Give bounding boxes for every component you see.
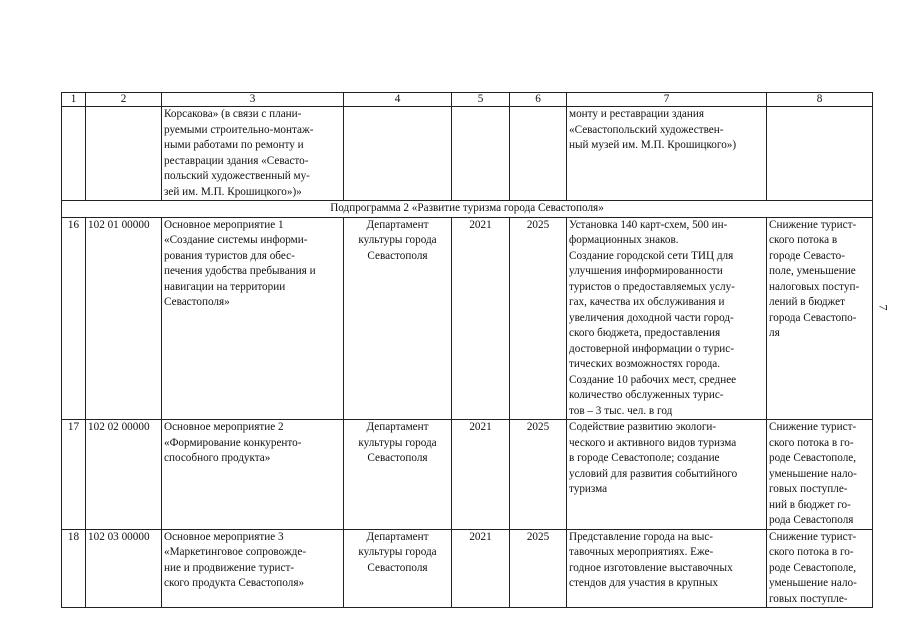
subprogram-title: Подпрограмма 2 «Развитие туризма города Севастополя» [62,201,873,218]
cell-empty [344,107,452,201]
program-table [61,92,873,608]
page-number: 7 [876,304,891,311]
row-start-year: 2021 [452,529,510,608]
row-consequence: Снижение турист- ского потока в го- роде Севастополе, уменьшение нало- говых поступле- ний в бюджет го- рода Севастополя [767,420,873,530]
cell-result: монту и реставрации здания «Севастопольский художествен- ный музей им. М.П. Крошицкого») [567,107,767,201]
cell-empty [62,107,86,201]
cell-empty [510,107,567,201]
continuation-row [62,107,873,201]
row-activity: Основное мероприятие 1 «Создание системы информи- рования туристов для обес- печения удобства пребывания и навигации на территории Севастополя» [162,217,344,420]
row-number: 17 [62,420,86,530]
cell-empty [767,107,873,201]
cell-empty [86,107,162,201]
row-end-year: 2025 [510,529,567,608]
header-row [62,93,873,107]
row-start-year: 2021 [452,420,510,530]
row-consequence: Снижение турист- ского потока в го- роде Севастополе, уменьшение нало- говых поступле- [767,529,873,608]
header-cell: 6 [510,93,567,107]
row-code: 102 03 00000 [86,529,162,608]
row-result: Установка 140 карт-схем, 500 ин- формационных знаков. Создание городской сети ТИЦ для улучшения информированности туристов о предоставляемых услу- гах, качества их обслуживания и увеличения доходной части город- ского бюджета, предоставления достоверной информации о турис- тических возможностях города. Создание 10 рабочих мест, среднее количество обслуженных турис- тов – 3 тыс. чел. в год [567,217,767,420]
header-cell: 4 [344,93,452,107]
subprogram-row [62,201,873,218]
row-number: 16 [62,217,86,420]
row-start-year: 2021 [452,217,510,420]
row-activity: Основное мероприятие 2 «Формирование конкуренто- способного продукта» [162,420,344,530]
header-cell: 3 [162,93,344,107]
header-cell: 5 [452,93,510,107]
row-activity: Основное мероприятие 3 «Маркетинговое сопровожде- ние и продвижение турист- ского продукта Севастополя» [162,529,344,608]
row-code: 102 02 00000 [86,420,162,530]
row-executor: Департамент культуры города Севастополя [344,529,452,608]
header-cell: 7 [567,93,767,107]
header-cell: 2 [86,93,162,107]
table-row [62,420,873,530]
table-row [62,217,873,420]
row-end-year: 2025 [510,420,567,530]
table-row [62,529,873,608]
row-result: Содействие развитию экологи- ческого и активного видов туризма в городе Севастополе; создание условий для развития событийного туризма [567,420,767,530]
row-consequence: Снижение турист- ского потока в городе Севасто- поле, уменьшение налоговых поступ- лений в бюджет города Севастопо- ля [767,217,873,420]
cell-empty [452,107,510,201]
row-number: 18 [62,529,86,608]
row-executor: Департамент культуры города Севастополя [344,420,452,530]
cell-activity: Корсакова» (в связи с плани- руемыми строительно-монтаж- ными работами по ремонту и реставрации здания «Севасто- польский художественный му- зей им. М.П. Крошицкого»)» [162,107,344,201]
row-executor: Департамент культуры города Севастополя [344,217,452,420]
row-code: 102 01 00000 [86,217,162,420]
header-cell: 1 [62,93,86,107]
header-cell: 8 [767,93,873,107]
row-result: Представление города на выс- тавочных мероприятиях. Еже- годное изготовление выставочных стендов для участия в крупных [567,529,767,608]
row-end-year: 2025 [510,217,567,420]
